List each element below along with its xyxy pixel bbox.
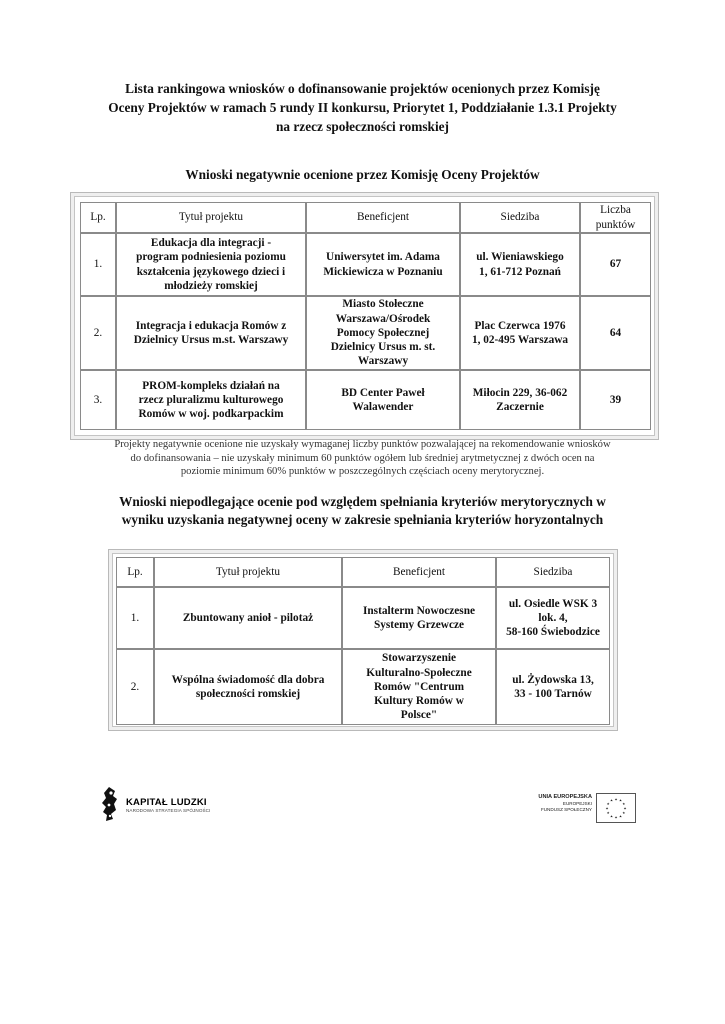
header-points-line: Liczba: [600, 204, 631, 217]
svg-text:★: ★: [605, 806, 609, 811]
eu-logo-text: [512, 794, 592, 813]
header-beneficiary: Beneficjent: [342, 557, 496, 587]
cell-lp: 2.: [116, 649, 154, 725]
cell-line: Dzielnicy Ursus m.st. Warszawy: [133, 334, 289, 346]
section-title-line: wyniku uzyskania negatywnej oceny w zakresie spełniania kryteriów horyzontalnych: [121, 512, 604, 527]
table-row: [116, 587, 610, 649]
cell-line: Zbuntowany anioł - pilotaż: [182, 611, 314, 624]
cell-line: Romów "Centrum: [373, 680, 465, 693]
cell-points: 39: [580, 370, 651, 430]
header-lp: Lp.: [116, 557, 154, 587]
cell-line: Miasto Stołeczne: [342, 298, 424, 311]
cell-line: ul. Żydowska 13,: [512, 673, 594, 686]
table-row: [80, 233, 651, 296]
kapital-ludzki-logo: [100, 785, 240, 825]
cell-line: 1, 61-712 Poznań: [479, 265, 561, 278]
cell-line: lok. 4,: [538, 611, 568, 624]
eu-flag-icon: [596, 793, 636, 823]
cell-line: 33 - 100 Tarnów: [514, 688, 592, 700]
kapital-ludzki-emblem-icon: [100, 785, 124, 823]
table-row: [116, 649, 610, 725]
cell-seat: [496, 649, 610, 725]
kapital-ludzki-subtitle: NARODOWA STRATEGIA SPÓJNOŚCI: [126, 808, 211, 813]
header-seat: Siedziba: [496, 557, 610, 587]
cell-line: ul. Osiedle WSK 3: [508, 597, 598, 610]
horizontal-projects-table: [116, 557, 610, 725]
cell-line: ul. Wieniawskiego: [476, 251, 564, 264]
cell-line: społeczności romskiej: [195, 688, 301, 700]
cell-line: program podniesienia poziomu: [136, 251, 286, 264]
header-seat: Siedziba: [460, 202, 580, 233]
cell-title: [154, 649, 342, 725]
cell-line: Edukacja dla integracji -: [150, 237, 272, 250]
cell-seat: [460, 296, 580, 370]
header-title: Tytuł projektu: [154, 557, 342, 587]
cell-line: Walawender: [352, 401, 414, 413]
header-lp: Lp.: [80, 202, 116, 233]
svg-text:★: ★: [623, 806, 627, 811]
header-points-line: punktów: [595, 218, 636, 231]
svg-text:★: ★: [614, 815, 618, 820]
cell-line: PROM-kompleks działań na: [142, 379, 280, 392]
cell-title: [116, 370, 306, 430]
cell-lp: 3.: [80, 370, 116, 430]
cell-seat: [496, 587, 610, 649]
header-points: [580, 202, 651, 233]
cell-beneficiary: [342, 649, 496, 725]
svg-text:★: ★: [614, 797, 618, 802]
cell-beneficiary: [342, 587, 496, 649]
cell-line: Kulturalno-Społeczne: [366, 666, 472, 679]
table-header-row: [80, 202, 651, 233]
cell-line: Plac Czerwca 1976: [474, 319, 566, 332]
svg-text:★: ★: [618, 798, 623, 803]
note-line: do dofinansowania – nie uzyskały minimum 60 punktów ogółem lub średniej arytmetycznej z dwóch ocen na: [130, 452, 595, 464]
cell-line: Warszawa/Ośrodek: [335, 312, 431, 325]
kapital-ludzki-name: KAPITAŁ LUDZKI: [126, 797, 207, 808]
document-title-line: Lista rankingowa wniosków o dofinansowanie projektów ocenionych przez Komisję: [125, 81, 600, 96]
cell-lp: 1.: [116, 587, 154, 649]
cell-title: [154, 587, 342, 649]
cell-line: 1, 02-495 Warszawa: [471, 334, 569, 346]
eu-logo-line: EUROPEJSKI: [562, 801, 592, 806]
note-line: Projekty negatywnie ocenione nie uzyskały wymaganej liczby punktów pozwalającej na rekomendowanie wniosków: [114, 439, 611, 450]
cell-lp: 2.: [80, 296, 116, 370]
header-title: Tytuł projektu: [116, 202, 306, 233]
cell-beneficiary: [306, 370, 460, 430]
svg-text:★: ★: [622, 811, 626, 815]
eu-logo-line: FUNDUSZ SPOŁECZNY: [540, 807, 592, 812]
eu-logo: [528, 790, 638, 826]
document-title-line: Oceny Projektów w ramach 5 rundy II konkursu, Priorytet 1, Poddziałanie 1.3.1 Projekty: [108, 100, 617, 115]
cell-line: Pomocy Społecznej: [336, 326, 430, 339]
cell-seat: [460, 370, 580, 430]
svg-text:★: ★: [618, 814, 623, 819]
cell-line: Miłocin 229, 36-062: [472, 386, 568, 399]
svg-text:★: ★: [622, 802, 626, 806]
cell-line: 58-160 Świebodzice: [506, 626, 600, 639]
cell-line: Stowarzyszenie: [381, 652, 457, 665]
cell-line: Systemy Grzewcze: [373, 619, 465, 631]
cell-lp: 1.: [80, 233, 116, 296]
cell-line: Zaczernie: [496, 401, 544, 413]
cell-line: Uniwersytet im. Adama: [326, 251, 440, 264]
section-title-line: Wnioski niepodlegające ocenie pod względem spełniania kryteriów merytorycznych w: [119, 494, 606, 509]
section-horizontal-title: [60, 493, 665, 529]
cell-points: 64: [580, 296, 651, 370]
svg-text:★: ★: [606, 802, 610, 806]
cell-line: kształcenia językowego dzieci i: [136, 265, 286, 278]
document-title: [70, 79, 655, 136]
table-row: [80, 296, 651, 370]
cell-line: Kultury Romów w: [374, 695, 464, 708]
cell-line: Romów w woj. podkarpackim: [138, 408, 284, 421]
table-row: [80, 370, 651, 430]
cell-seat: [460, 233, 580, 296]
cell-line: BD Center Paweł: [341, 386, 425, 399]
cell-title: [116, 233, 306, 296]
header-beneficiary: Beneficjent: [306, 202, 460, 233]
negative-projects-table: [80, 202, 651, 430]
svg-text:★: ★: [606, 811, 610, 815]
cell-line: Warszawy: [357, 355, 409, 368]
cell-line: młodzieży romskiej: [164, 279, 258, 292]
cell-line: Polsce": [400, 709, 438, 722]
eu-logo-line: UNIA EUROPEJSKA: [538, 794, 592, 800]
cell-points: 67: [580, 233, 651, 296]
cell-title: [116, 296, 306, 370]
cell-line: Wspólna świadomość dla dobra: [171, 673, 325, 686]
cell-line: Dzielnicy Ursus m. st.: [330, 341, 436, 354]
document-title-line: na rzecz społeczności romskiej: [276, 119, 449, 134]
svg-text:★: ★: [609, 798, 614, 803]
note-line: poziomie minimum 60% punktów w poszczególnych częściach oceny merytorycznej.: [180, 466, 545, 477]
cell-line: rzecz pluralizmu kulturowego: [138, 393, 284, 406]
cell-beneficiary: [306, 233, 460, 296]
section-negative-title: Wnioski negatywnie ocenione przez Komisję Oceny Projektów: [185, 167, 540, 182]
cell-line: Integracja i edukacja Romów z: [135, 319, 287, 332]
svg-text:★: ★: [609, 814, 614, 819]
negative-note: [80, 438, 645, 479]
table-header-row: [116, 557, 610, 587]
cell-beneficiary: [306, 296, 460, 370]
cell-line: Instalterm Nowoczesne: [363, 604, 475, 617]
cell-line: Mickiewicza w Poznaniu: [323, 265, 443, 278]
